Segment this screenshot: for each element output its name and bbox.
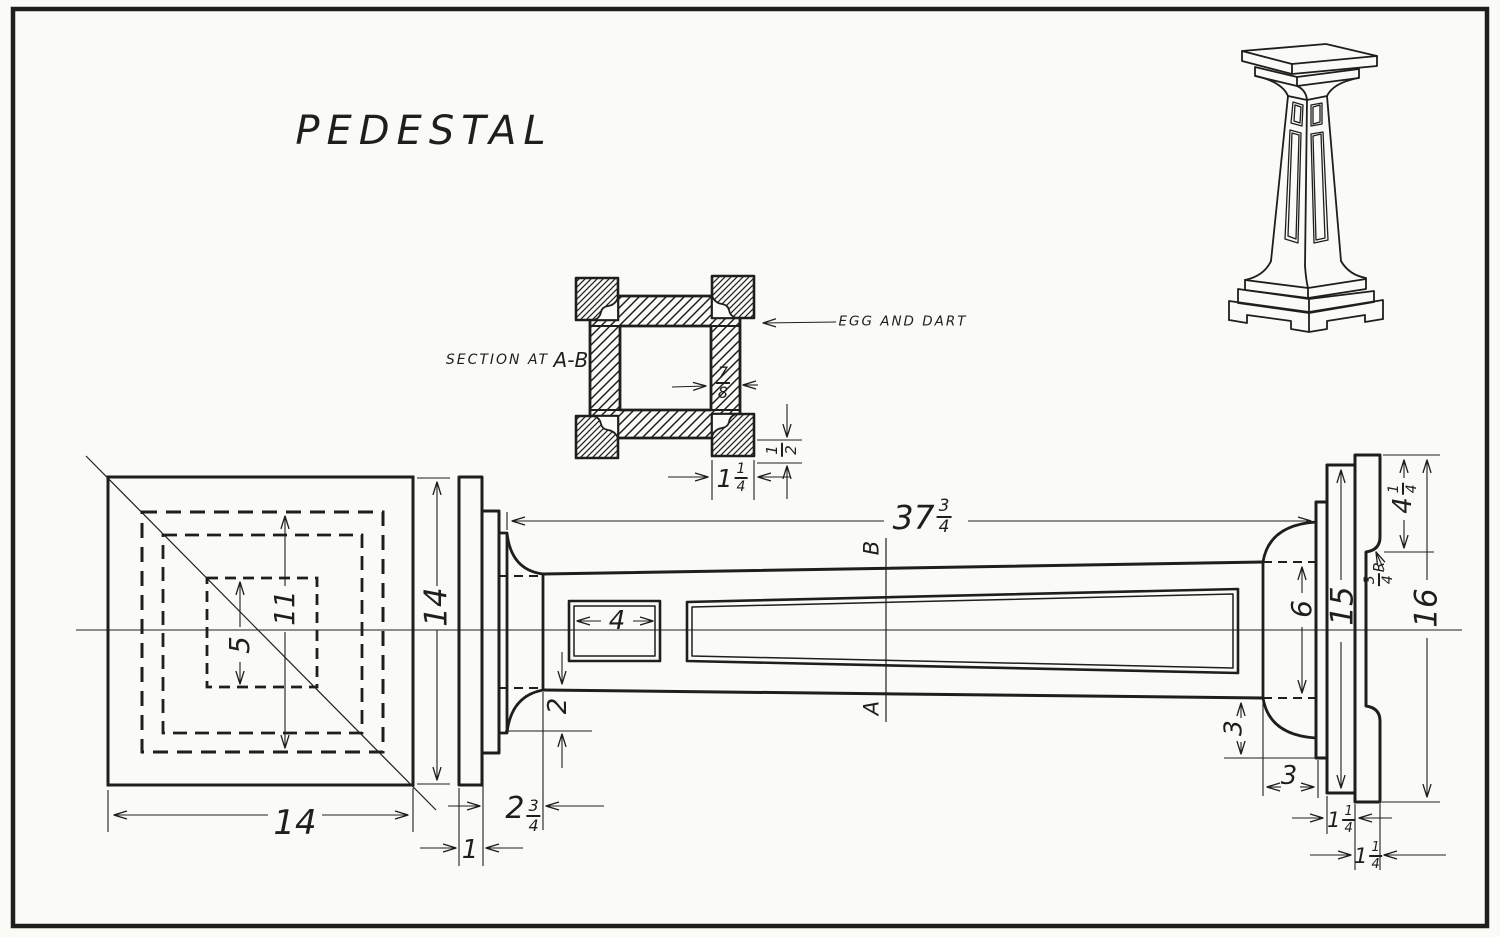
section-title: SECTION AT A-B <box>445 348 589 372</box>
dim-corner-block-width: 1 $\frac{1}{4}$ <box>716 461 746 495</box>
dim-plinth-thickness: 1 $\frac{1}{4}$ <box>1354 840 1380 872</box>
cut-label-a: A <box>859 700 884 716</box>
dim-wall-thickness: $\frac{7}{8}$ <box>717 363 729 402</box>
dim-top-thickness: 1 <box>461 835 479 865</box>
dim-shaft-length: 37 $\frac{3}{4}$ <box>892 496 950 537</box>
cap-molding-board <box>482 511 499 753</box>
dim-subbase-height: 15 <box>1324 586 1361 626</box>
dim-subbase-thickness: 1 $\frac{1}{4}$ <box>1327 804 1353 836</box>
long-panel <box>687 589 1238 673</box>
dim-foot-radius: 3 4 R <box>1362 561 1396 585</box>
dim-molding-square: 11 <box>268 590 301 626</box>
cut-label-b: B <box>859 540 884 556</box>
egg-dart-callout: EGG AND DART <box>838 313 968 330</box>
dim-corner-offset: 1 2 <box>763 445 800 455</box>
egg-dart-leader-arrow <box>763 322 836 323</box>
dim-neck-cove: 2 <box>543 697 573 715</box>
dim-shaft-base: 6 <box>1285 600 1318 618</box>
base-plinth-with-feet <box>1355 455 1380 802</box>
dim-cap-height: 14 <box>418 587 455 627</box>
pictorial-sketch <box>1229 44 1383 332</box>
dim-base-cove-height: 3 <box>1218 720 1248 736</box>
hidden-molding-square <box>142 512 383 752</box>
dim-base-height: 16 <box>1408 588 1445 628</box>
dim-top-panel: 4 <box>608 606 626 636</box>
plan-view <box>86 456 436 832</box>
dim-top-width: 14 <box>273 803 317 843</box>
cap-top-board <box>459 477 482 785</box>
dim-foot-length: 4 1 4 <box>1386 484 1420 514</box>
dim-base-cove-width: 3 <box>1280 761 1298 791</box>
dim-cap-molding-width: 2 $\frac{3}{4}$ <box>505 791 539 835</box>
cap-cove-fillet <box>499 533 507 733</box>
dim-shaft-square: 5 <box>223 636 256 654</box>
section-view <box>576 276 836 500</box>
sheet-border <box>13 9 1487 926</box>
cap-cove-curves <box>507 533 543 733</box>
page-title: PEDESTAL <box>295 108 553 154</box>
